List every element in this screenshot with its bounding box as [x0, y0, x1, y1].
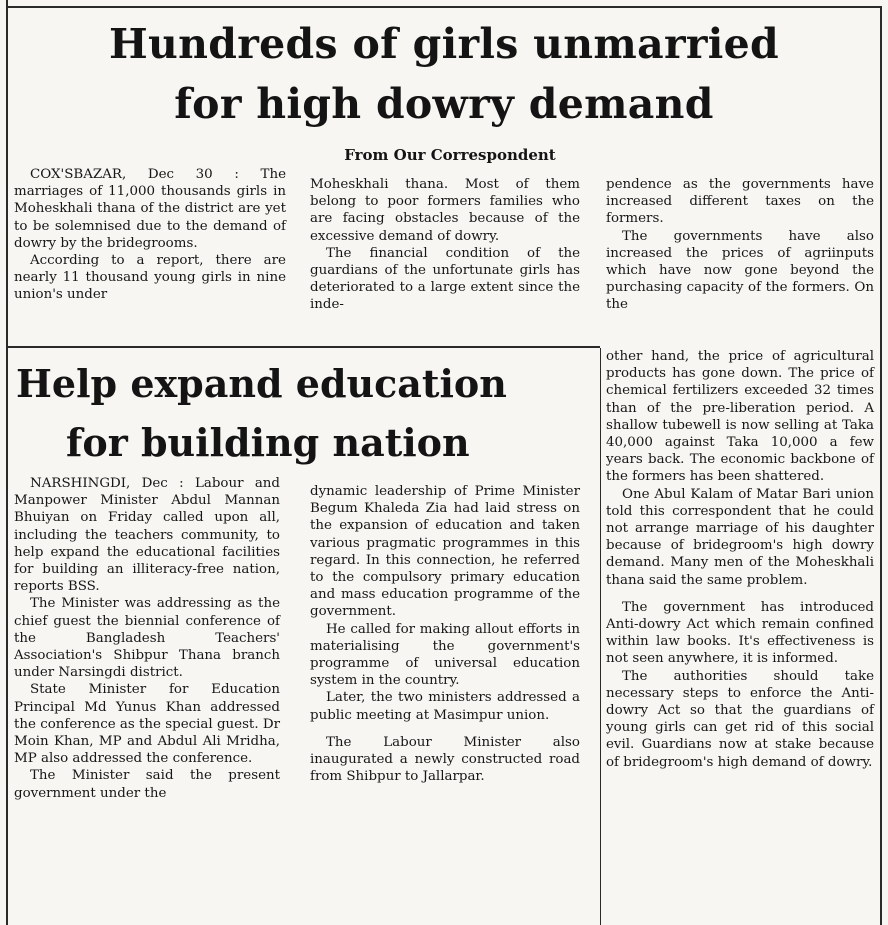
article2-col2-paragraph-2: He called for making allout efforts in materialising the government's programme of universal education system in the country.: [310, 621, 580, 689]
article1-col3cont-paragraph-3: The government has introduced Anti-dowry Act which remain confined within law books. It's effectiveness is not seen anywhere, it is informed.: [606, 599, 874, 667]
article2-col2-paragraph-4: The Labour Minister also inaugurated a newly constructed road from Shibpur to Jallarpar.: [310, 734, 580, 785]
article1-headline-line2: for high dowry demand: [174, 80, 714, 128]
article2-headline-line1: Help expand education: [16, 361, 507, 406]
article2-column-1: [14, 475, 280, 802]
article1-col1-paragraph-1: COX'SBAZAR, Dec 30 : The marriages of 11,000 thousands girls in Moheskhali thana of the district are yet to be solemnised due to the demand of dowry by the bridegrooms.: [14, 167, 286, 251]
article2-col2-paragraph-3: Later, the two ministers addressed a public meeting at Masimpur union.: [310, 690, 580, 723]
article1-col3-paragraph-1: pendence as the governments have increased different taxes on the formers.: [606, 177, 874, 227]
article1-column-3-continued: [606, 348, 874, 771]
left-border-rule: [6, 0, 8, 925]
article1-col3cont-paragraph-1: other hand, the price of agricultural products has gone down. The price of chemical fertilizers exceeded 32 times than of the pre-liberation period. A shallow tubewell is now selling at Taka 40,000 against Taka 10,000 a few years back. The economic backbone of the formers has been shattered.: [606, 349, 874, 485]
article2-headline-line2: for building nation: [66, 420, 470, 465]
article1-column-3: [606, 176, 874, 314]
article2-col1-paragraph-1: NARSHINGDI, Dec : Labour and Manpower Minister Abdul Mannan Bhuiyan on Friday called upon all, including the teachers community, to help expand the educational facilities for building an illiteracy-free nation, reports BSS.: [14, 476, 280, 595]
article1-column-2: [310, 176, 580, 314]
article2-column-2: [310, 483, 580, 785]
article1-col3-paragraph-2: The governments have also increased the prices of agriinputs which have now gone beyond the purchasing capacity of the formers. On the: [606, 228, 874, 313]
article1-col2-paragraph-1: Moheskhali thana. Most of them belong to poor formers families who are facing obstacles because of the excessive demand of dowry.: [310, 177, 580, 244]
article1-column-1: [14, 166, 286, 304]
article2-col1-paragraph-4: The Minister said the present government under the: [14, 768, 280, 801]
article2-col2-paragraph-1: dynamic leadership of Prime Minister Begum Khaleda Zia had laid stress on the expansion of education and taken various pragmatic programmes in this regard. In this connection, he referred to the compulsory primary education and mass education programme of the government.: [310, 484, 580, 620]
article1-col1-paragraph-2: According to a report, there are nearly 11 thousand young girls in nine union's under: [14, 253, 286, 303]
right-border-rule: [880, 6, 882, 925]
article1-col2-paragraph-2: The financial condition of the guardians of the unfortunate girls has deteriorated to a large extent since the inde-: [310, 245, 580, 313]
article1-byline: From Our Correspondent: [344, 146, 556, 164]
article2-col1-paragraph-3: State Minister for Education Principal Md Yunus Khan addressed the conference as the special guest. Dr Moin Khan, MP and Abdul Ali Mridha, MP also addressed the conference.: [14, 682, 280, 767]
article1-headline-line1: Hundreds of girls unmarried: [109, 20, 779, 68]
article-divider-rule: [6, 346, 600, 348]
article1-col3cont-paragraph-4: The authorities should take necessary steps to enforce the Anti-dowry Act so that the guardians of young girls can get rid of this social evil. Guardians now at stake because of bridegroom's high demand of dowry.: [606, 668, 874, 770]
article1-col3cont-paragraph-2: One Abul Kalam of Matar Bari union told this correspondent that he could not arrange marriage of his daughter because of bridegroom's high dowry demand. Many men of the Moheskhali thana said the same problem.: [606, 486, 874, 588]
article2-col1-paragraph-2: The Minister was addressing as the chief guest the biennial conference of the Bangladesh Teachers' Association's Shibpur Thana branch under Narsingdi district.: [14, 596, 280, 681]
column-divider-rule: [600, 348, 601, 925]
top-border-rule: [6, 6, 882, 8]
